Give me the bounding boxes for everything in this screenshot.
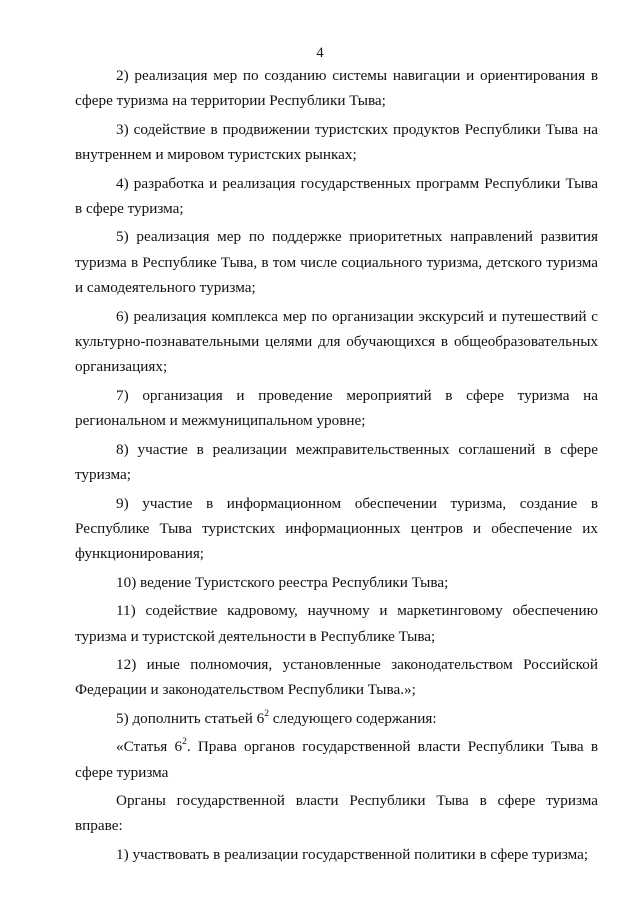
list-item-7: 7) организация и проведение мероприятий в сфере туризма на региональном и межмуниципальном уровне; — [75, 386, 598, 430]
amendment-text-after: следующего содержания: — [268, 709, 437, 727]
list-item-10: 10) ведение Туристского реестра Республики Тыва; — [116, 573, 449, 591]
article-title: . Права органов государственной власти Республики Тыва в сфере туризма — [75, 738, 598, 781]
article-item-1: 1) участвовать в реализации государственной политики в сфере туризма; — [116, 845, 589, 863]
list-item-9: 9) участие в информационном обеспечении туризма, создание в Республике Тыва туристских информационных центров и обеспечение их функционирования; — [75, 494, 598, 563]
amendment-superscript: 2 — [264, 708, 269, 719]
article-superscript: 2 — [182, 737, 187, 748]
list-item-12: 12) иные полномочия, установленные законодательством Российской Федерации и законодательством Республики Тыва.»; — [75, 655, 598, 699]
document-body — [75, 63, 598, 870]
article-intro: Органы государственной власти Республики Тыва в сфере туризма вправе: — [75, 791, 598, 835]
list-item-5: 5) реализация мер по поддержке приоритетных направлений развития туризма в Республике Тыва, в том числе социального туризма, детского туризма и самодеятельного туризма; — [75, 228, 598, 297]
list-item-11: 11) содействие кадровому, научному и маркетинговому обеспечению туризма и туристской деятельности в Республике Тыва; — [75, 602, 598, 645]
article-heading — [75, 734, 598, 785]
amendment-text-before: 5) дополнить статьей 6 — [116, 709, 265, 727]
article-prefix: «Статья 6 — [116, 738, 183, 756]
list-item-3: 3) содействие в продвижении туристских продуктов Республики Тыва на внутреннем и мировом туристских рынках; — [75, 120, 598, 164]
list-item-6: 6) реализация комплекса мер по организации экскурсий и путешествий с культурно-познавательными целями для обучающихся в общеобразовательных организациях; — [75, 307, 598, 376]
amendment-instruction — [75, 706, 598, 731]
list-item-4: 4) разработка и реализация государственных программ Республики Тыва в сфере туризма; — [75, 174, 598, 218]
list-item-8: 8) участие в реализации межправительственных соглашений в сфере туризма; — [75, 440, 598, 484]
list-item-2: 2) реализация мер по созданию системы навигации и ориентирования в сфере туризма на территории Республики Тыва; — [75, 67, 598, 110]
page-number: 4 — [316, 45, 324, 61]
